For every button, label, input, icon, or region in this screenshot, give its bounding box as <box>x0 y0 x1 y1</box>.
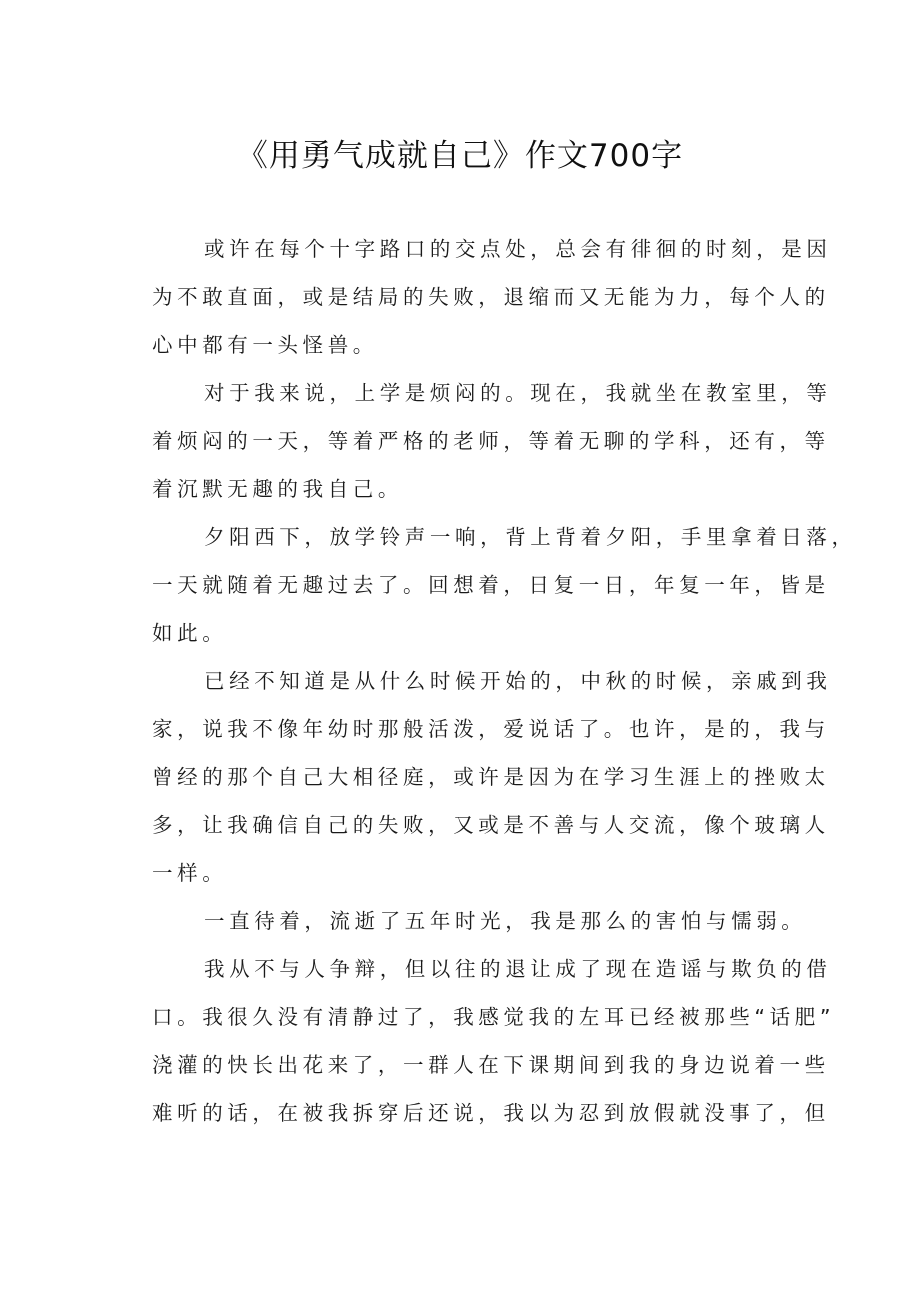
text-line: 为不敢直面，或是结局的失败，退缩而又无能为力，每个人的 <box>152 285 830 309</box>
text-line: 着烦闷的一天，等着严格的老师，等着无聊的学科，还有，等 <box>152 429 830 453</box>
paragraph-3 <box>152 518 857 662</box>
paragraph-5 <box>152 902 807 950</box>
text-line: 心中都有一头怪兽。 <box>152 333 378 357</box>
text-line: 我从不与人争辩，但以往的退让成了现在造谣与欺负的借 <box>204 957 832 981</box>
text-line: 已经不知道是从什么时候开始的，中秋的时候，亲戚到我 <box>204 669 832 693</box>
text-line: 多，让我确信自己的失败，又或是不善与人交流，像个玻璃人 <box>152 813 830 837</box>
document-title: 《用勇气成就自己》作文700字 <box>236 138 684 174</box>
paragraph-1 <box>152 230 832 374</box>
paragraph-4 <box>152 662 832 902</box>
document-body <box>152 230 857 1142</box>
paragraph-2 <box>152 374 832 518</box>
text-line: 难听的话，在被我拆穿后还说，我以为忍到放假就没事了，但 <box>152 1101 830 1125</box>
text-line: 一天就随着无趣过去了。回想着，日复一日，年复一年，皆是 <box>152 573 830 597</box>
text-line: 浇灌的快长出花来了，一群人在下课期间到我的身边说着一些 <box>152 1053 830 1077</box>
text-line: 夕阳西下，放学铃声一响，背上背着夕阳，手里拿着日落， <box>204 525 857 549</box>
text-line: 一直待着，流逝了五年时光，我是那么的害怕与懦弱。 <box>204 909 807 933</box>
text-line: 家，说我不像年幼时那般活泼，爱说话了。也许，是的，我与 <box>152 717 830 741</box>
text-line: 或许在每个十字路口的交点处，总会有徘徊的时刻，是因 <box>204 237 832 261</box>
text-line: 如此。 <box>152 621 228 645</box>
text-line: 对于我来说，上学是烦闷的。现在，我就坐在教室里，等 <box>204 381 832 405</box>
text-line: 着沉默无趣的我自己。 <box>152 477 403 501</box>
text-line: 口。我很久没有清静过了，我感觉我的左耳已经被那些“话肥” <box>152 1005 836 1029</box>
paragraph-6 <box>152 950 836 1142</box>
text-line: 曾经的那个自己大相径庭，或许是因为在学习生涯上的挫败太 <box>152 765 830 789</box>
text-line: 一样。 <box>152 861 228 885</box>
